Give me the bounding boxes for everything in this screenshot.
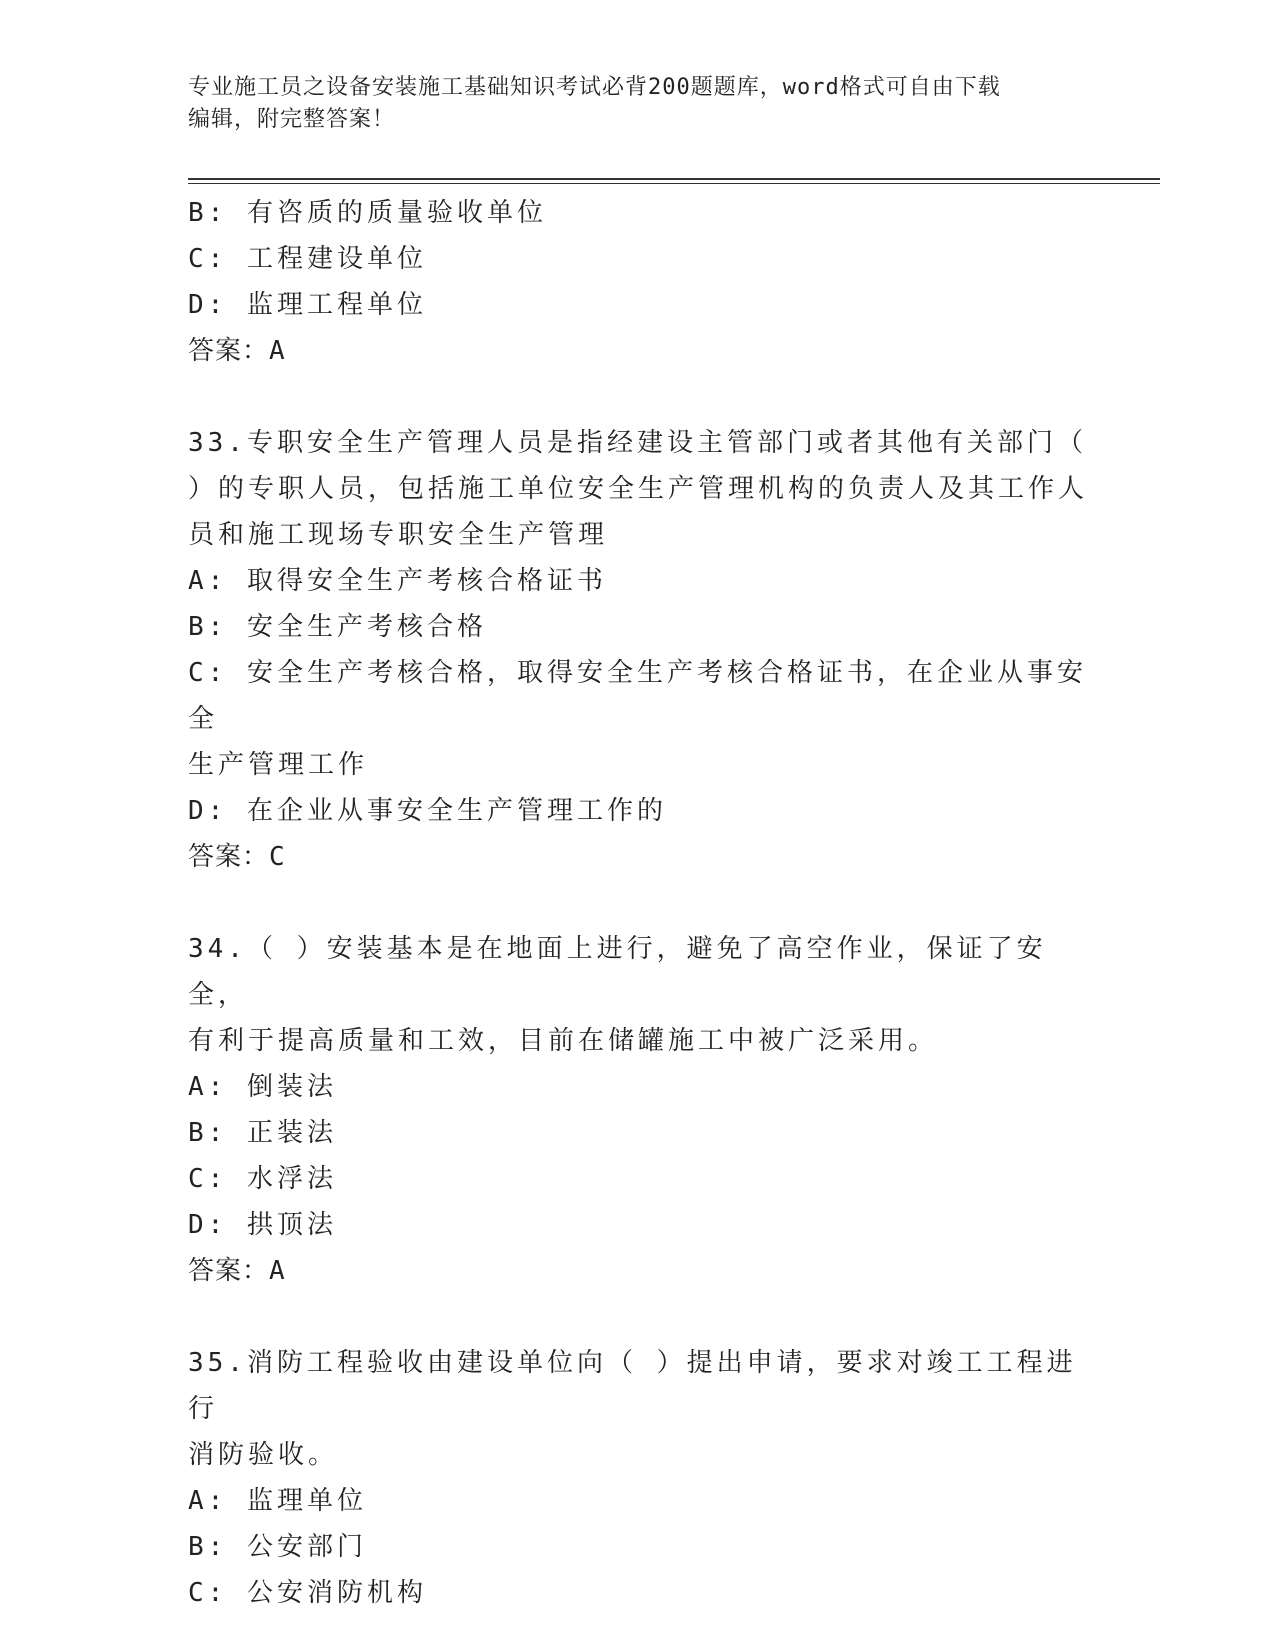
option-d: D: 监理工程单位 bbox=[188, 290, 427, 320]
answer: 答案：A bbox=[188, 1256, 286, 1286]
header-divider-thick bbox=[188, 178, 1160, 180]
question-stem: 员和施工现场专职安全生产管理 bbox=[188, 520, 609, 550]
header-divider-thin bbox=[188, 183, 1160, 184]
option-b: B: 公安部门 bbox=[188, 1532, 367, 1562]
question-34 bbox=[188, 926, 1088, 1294]
document-header bbox=[188, 72, 1078, 136]
option-a: A: 监理单位 bbox=[188, 1486, 367, 1516]
option-c: C: 工程建设单位 bbox=[188, 244, 427, 274]
option-c: C: 水浮法 bbox=[188, 1164, 337, 1194]
question-stem: ）的专职人员，包括施工单位安全生产管理机构的负责人及其工作人 bbox=[188, 474, 1089, 504]
spacer bbox=[188, 374, 1088, 420]
option-d: D: 在企业从事安全生产管理工作的 bbox=[188, 796, 667, 826]
question-33 bbox=[188, 420, 1088, 880]
question-stem: 34.（ ）安装基本是在地面上进行，避免了高空作业，保证了安全， bbox=[188, 934, 1047, 1010]
option-a: A: 取得安全生产考核合格证书 bbox=[188, 566, 607, 596]
option-d: D: 拱顶法 bbox=[188, 1210, 337, 1240]
option-b: B: 正装法 bbox=[188, 1118, 337, 1148]
option-c: C: 公安消防机构 bbox=[188, 1578, 427, 1608]
question-35 bbox=[188, 1340, 1088, 1616]
answer: 答案：A bbox=[188, 336, 286, 366]
spacer bbox=[188, 880, 1088, 926]
option-c-continued: 生产管理工作 bbox=[188, 750, 369, 780]
option-b: B: 有咨质的质量验收单位 bbox=[188, 198, 547, 228]
answer: 答案：C bbox=[188, 842, 286, 872]
question-list bbox=[188, 190, 1088, 1616]
question-stem: 有利于提高质量和工效，目前在储罐施工中被广泛采用。 bbox=[188, 1026, 939, 1056]
option-a: A: 倒装法 bbox=[188, 1072, 337, 1102]
header-line-2: 编辑，附完整答案！ bbox=[188, 107, 396, 132]
question-stem: 35.消防工程验收由建设单位向（ ）提出申请，要求对竣工工程进行 bbox=[188, 1348, 1077, 1424]
spacer bbox=[188, 1294, 1088, 1340]
option-c: C: 安全生产考核合格，取得安全生产考核合格证书，在企业从事安全 bbox=[188, 658, 1087, 734]
option-b: B: 安全生产考核合格 bbox=[188, 612, 487, 642]
question-32-tail bbox=[188, 190, 1088, 374]
question-stem: 消防验收。 bbox=[188, 1440, 339, 1470]
question-stem: 33.专职安全生产管理人员是指经建设主管部门或者其他有关部门（ bbox=[188, 428, 1087, 458]
header-line-1: 专业施工员之设备安装施工基础知识考试必背200题题库，word格式可自由下载 bbox=[188, 75, 1001, 100]
